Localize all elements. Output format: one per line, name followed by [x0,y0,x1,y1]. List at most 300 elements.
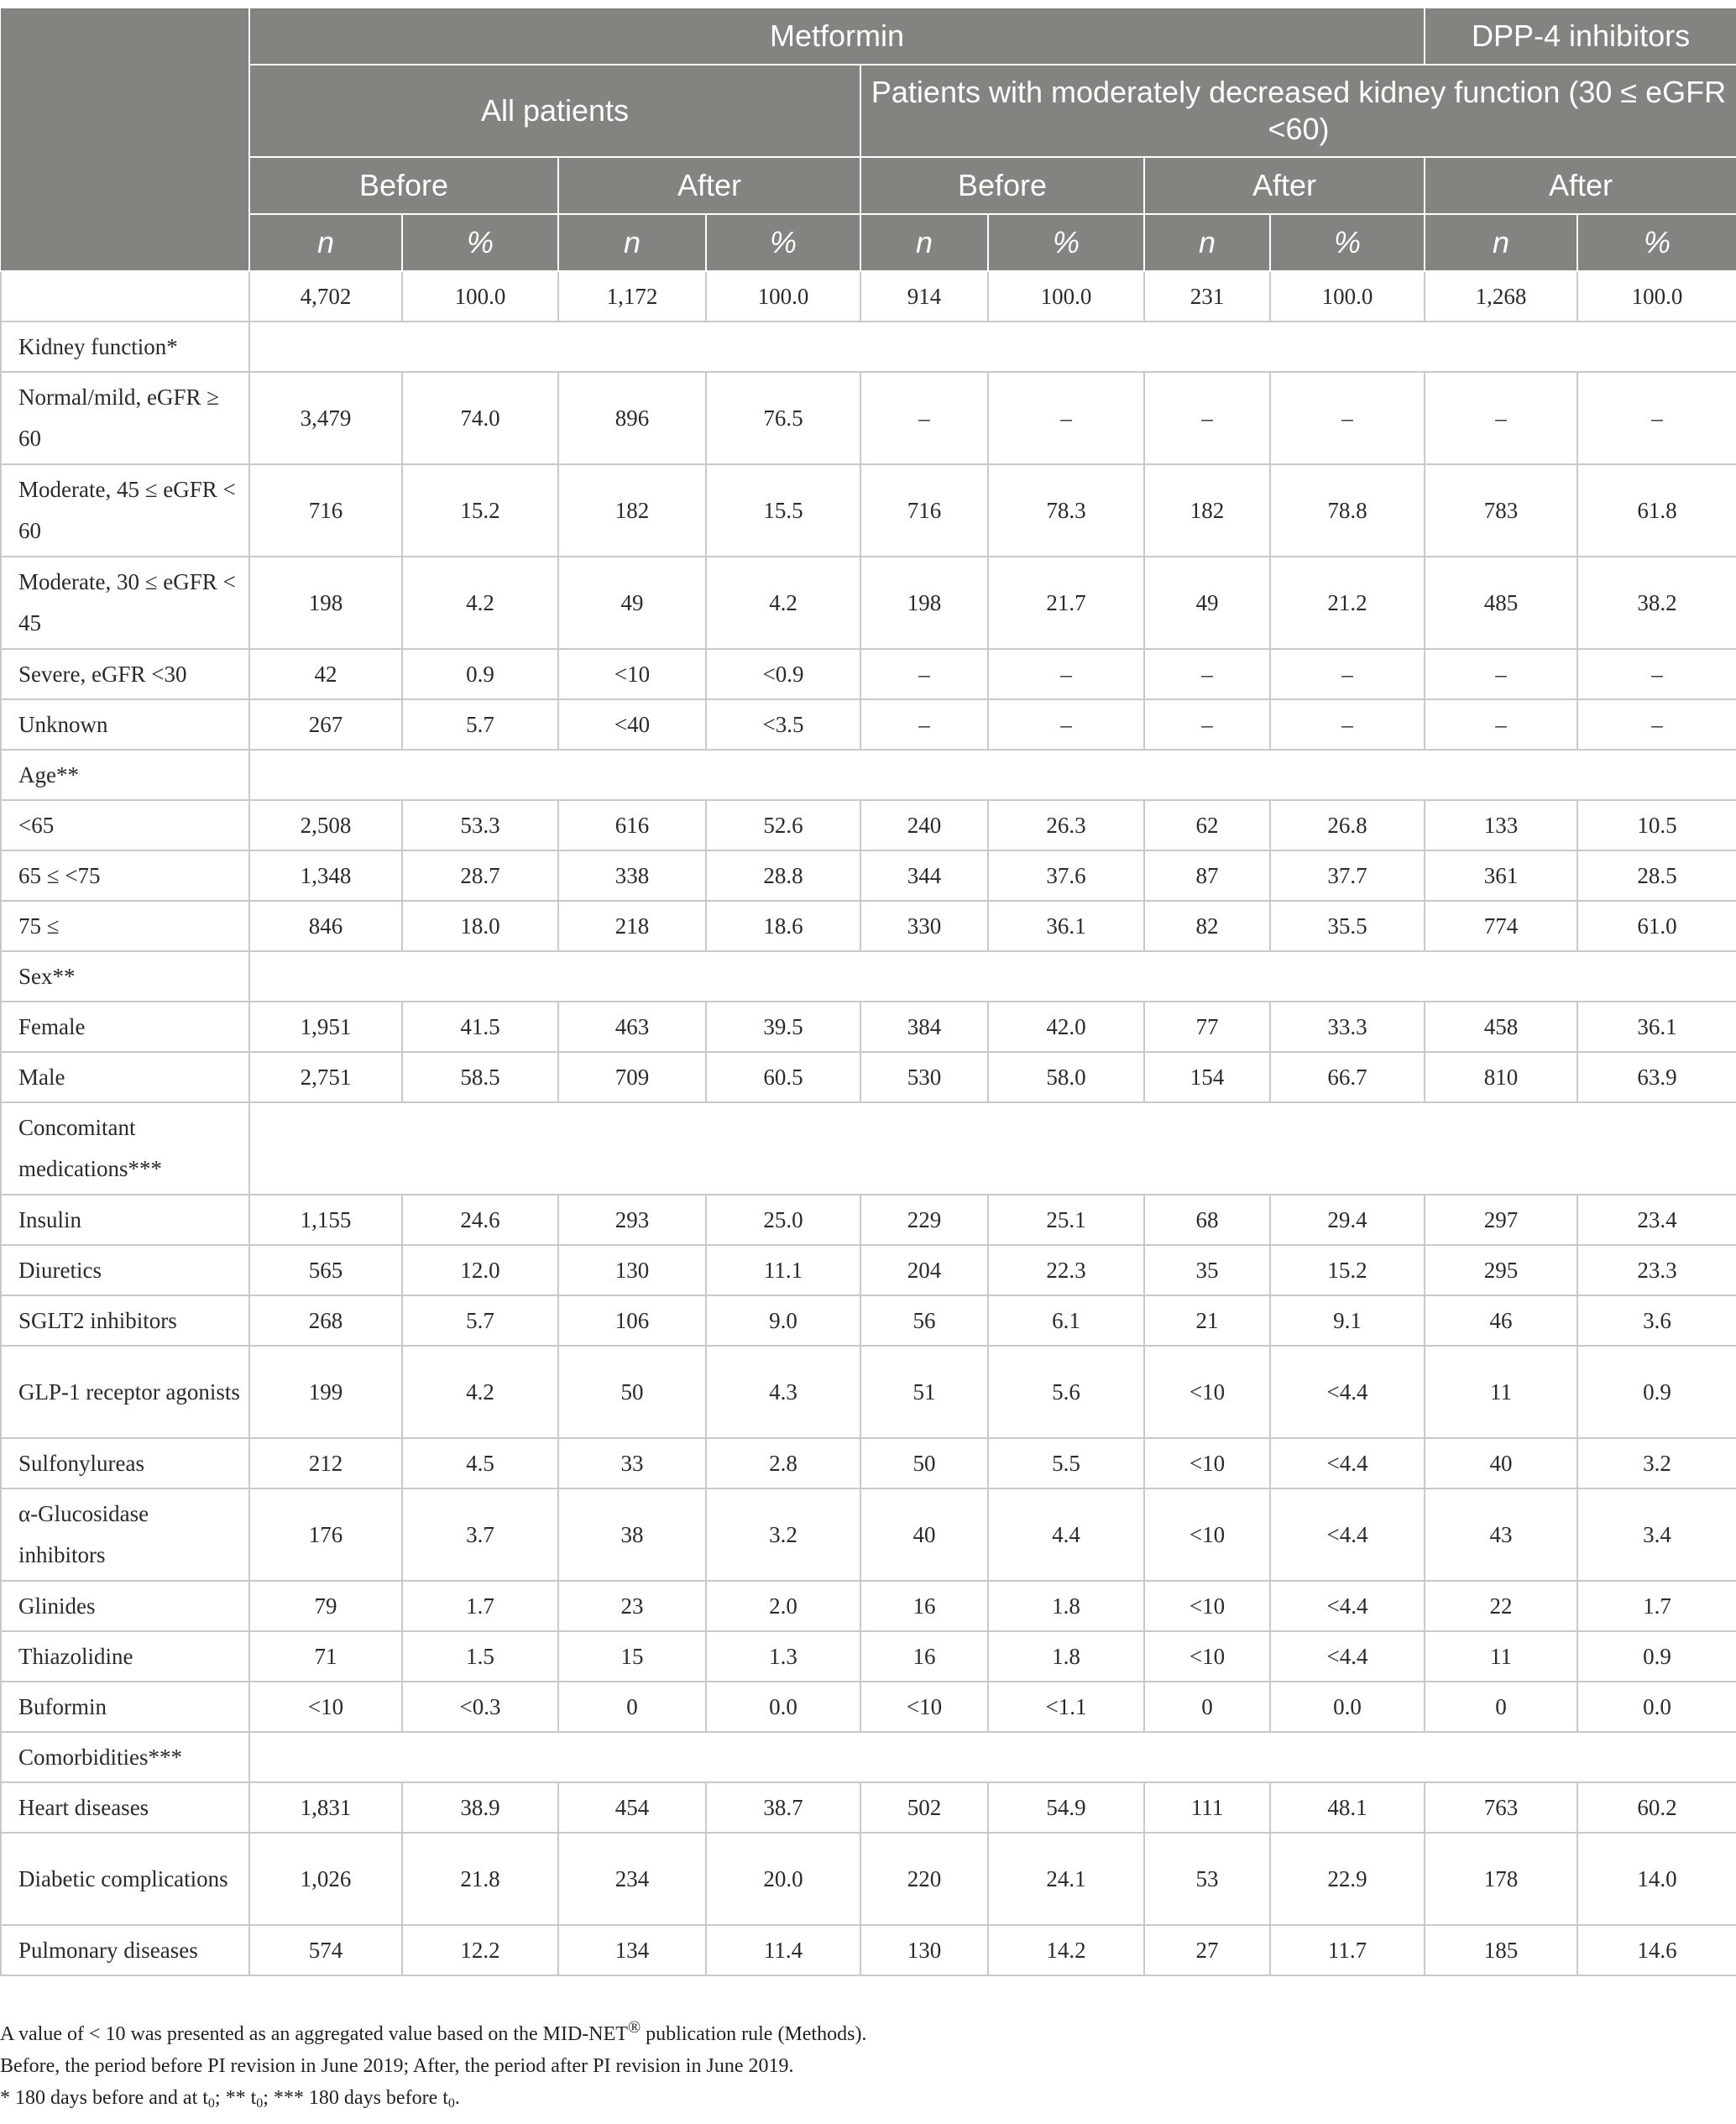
header-dpp4-after: After [1425,157,1736,214]
cell-count: 134 [558,1925,706,1975]
table-row [1,1195,1736,1245]
cell-count: 2,508 [249,800,402,850]
cell-count: 361 [1425,850,1577,901]
cell-percent: 23.4 [1577,1195,1736,1245]
cell-percent: 100.0 [1577,271,1736,322]
header-metformin: Metformin [249,8,1425,65]
cell-count: 106 [558,1295,706,1346]
cell-count: – [1144,699,1270,750]
cell-percent: 14.6 [1577,1925,1736,1975]
cell-percent: 1.3 [706,1631,860,1682]
cell-count: 4,702 [249,271,402,322]
cell-percent: 1.5 [402,1631,558,1682]
row-label: α-Glucosidase inhibitors [1,1488,249,1581]
header-n: n [1425,214,1577,271]
cell-count: 198 [249,557,402,649]
cell-percent: 11.7 [1270,1925,1425,1975]
cell-percent: 4.5 [402,1438,558,1488]
cell-percent: 33.3 [1270,1002,1425,1052]
cell-percent: – [1577,699,1736,750]
cell-percent: 53.3 [402,800,558,850]
cell-count: 344 [860,850,988,901]
cell-percent: 11.1 [706,1245,860,1295]
cell-percent: 1.7 [402,1581,558,1631]
row-label: Buformin [1,1682,249,1732]
header-n: n [1144,214,1270,271]
cell-percent: 38.7 [706,1782,860,1833]
cell-count: 2,751 [249,1052,402,1102]
section-label: Sex** [1,951,249,1002]
cell-percent: 24.6 [402,1195,558,1245]
cell-percent: 54.9 [988,1782,1144,1833]
cell-percent: 58.5 [402,1052,558,1102]
cell-count: 709 [558,1052,706,1102]
cell-count: 268 [249,1295,402,1346]
cell-percent: <3.5 [706,699,860,750]
table-row [1,1052,1736,1102]
cell-count: 185 [1425,1925,1577,1975]
table-row [1,464,1736,557]
cell-percent: 78.3 [988,464,1144,557]
cell-percent: 1.8 [988,1581,1144,1631]
cell-count: 130 [860,1925,988,1975]
cell-percent: 2.0 [706,1581,860,1631]
cell-count: <10 [1144,1581,1270,1631]
table-section-row [1,951,1736,1002]
cell-count: – [1425,649,1577,699]
cell-count: 454 [558,1782,706,1833]
cell-percent: 38.9 [402,1782,558,1833]
registered-mark: ® [627,2018,641,2037]
cell-percent: 38.2 [1577,557,1736,649]
table-row [1,1631,1736,1682]
row-label: Normal/mild, eGFR ≥ 60 [1,372,249,464]
cell-count: 11 [1425,1631,1577,1682]
row-label: Sulfonylureas [1,1438,249,1488]
section-label: Age** [1,750,249,800]
cell-count: 133 [1425,800,1577,850]
cell-percent: 1.8 [988,1631,1144,1682]
row-label: Thiazolidine [1,1631,249,1682]
table-row [1,1245,1736,1295]
cell-percent: 23.3 [1577,1245,1736,1295]
cell-count: 204 [860,1245,988,1295]
cell-count: 176 [249,1488,402,1581]
cell-count: 783 [1425,464,1577,557]
cell-percent: – [1270,699,1425,750]
table-row [1,850,1736,901]
cell-percent: – [1270,372,1425,464]
header-dpp4: DPP-4 inhibitors [1425,8,1736,65]
row-label: Moderate, 30 ≤ eGFR < 45 [1,557,249,649]
header-pct: % [706,214,860,271]
table-row [1,1682,1736,1732]
cell-percent: 41.5 [402,1002,558,1052]
cell-count: 267 [249,699,402,750]
cell-count: 218 [558,901,706,951]
footnote-aggregation: A value of < 10 was presented as an aggregated value based on the MID-NET® publication rule (Methods). [0,2018,867,2045]
row-label: Diabetic complications [1,1833,249,1925]
cell-percent: 14.2 [988,1925,1144,1975]
cell-count: 485 [1425,557,1577,649]
header-n: n [860,214,988,271]
cell-percent: 9.0 [706,1295,860,1346]
footnote-period-definition: Before, the period before PI revision in June 2019; After, the period after PI revision in June 2019. [0,2055,794,2077]
cell-count: 330 [860,901,988,951]
cell-percent: 4.3 [706,1346,860,1438]
cell-percent: <0.3 [402,1682,558,1732]
cell-count: – [1425,372,1577,464]
cell-percent: 4.2 [402,557,558,649]
cell-count: 384 [860,1002,988,1052]
cell-percent: 58.0 [988,1052,1144,1102]
cell-count: 27 [1144,1925,1270,1975]
cell-count: 0 [558,1682,706,1732]
cell-count: 574 [249,1925,402,1975]
cell-percent: 4.2 [706,557,860,649]
header-all-before: Before [249,157,558,214]
cell-percent: 4.4 [988,1488,1144,1581]
table-header [1,8,1736,271]
row-label: Male [1,1052,249,1102]
section-spacer [249,1732,1736,1782]
cell-percent: 29.4 [1270,1195,1425,1245]
section-spacer [249,750,1736,800]
cell-percent: 18.0 [402,901,558,951]
cell-count: 502 [860,1782,988,1833]
cell-count: 234 [558,1833,706,1925]
cell-count: 71 [249,1631,402,1682]
cell-percent: 10.5 [1577,800,1736,850]
table-footnotes [0,2018,1729,2114]
table-row [1,271,1736,322]
cell-percent: 48.1 [1270,1782,1425,1833]
table-row [1,699,1736,750]
cell-percent: – [1577,372,1736,464]
cell-count: 154 [1144,1052,1270,1102]
cell-count: 229 [860,1195,988,1245]
cell-count: 182 [1144,464,1270,557]
table-row [1,1002,1736,1052]
table-section-row [1,322,1736,372]
cell-percent: 42.0 [988,1002,1144,1052]
table-section-row [1,750,1736,800]
cell-count: 46 [1425,1295,1577,1346]
cell-count: 716 [860,464,988,557]
cell-percent: 28.5 [1577,850,1736,901]
cell-percent: 12.2 [402,1925,558,1975]
header-all-after: After [558,157,860,214]
cell-count: 15 [558,1631,706,1682]
cell-percent: 37.7 [1270,850,1425,901]
cell-count: – [1144,372,1270,464]
cell-count: <10 [1144,1488,1270,1581]
table-row [1,1581,1736,1631]
cell-percent: 26.8 [1270,800,1425,850]
cell-count: 1,172 [558,271,706,322]
cell-count: 293 [558,1195,706,1245]
cell-count: 846 [249,901,402,951]
cell-percent: 21.2 [1270,557,1425,649]
cell-percent: – [988,699,1144,750]
row-label: Diuretics [1,1245,249,1295]
cell-percent: 3.4 [1577,1488,1736,1581]
cell-count: 77 [1144,1002,1270,1052]
table-row [1,649,1736,699]
baseline-characteristics-table [0,7,1736,1976]
table-container [0,7,1736,1976]
header-n: n [558,214,706,271]
cell-percent: 3.2 [1577,1438,1736,1488]
cell-percent: 0.9 [1577,1631,1736,1682]
cell-percent: 20.0 [706,1833,860,1925]
cell-percent: 11.4 [706,1925,860,1975]
cell-percent: 21.7 [988,557,1144,649]
cell-percent: 100.0 [1270,271,1425,322]
cell-percent: 39.5 [706,1002,860,1052]
cell-percent: 63.9 [1577,1052,1736,1102]
cell-percent: 36.1 [988,901,1144,951]
cell-count: 1,951 [249,1002,402,1052]
cell-percent: 66.7 [1270,1052,1425,1102]
cell-count: 62 [1144,800,1270,850]
row-label: Insulin [1,1195,249,1245]
cell-count: 40 [1425,1438,1577,1488]
cell-count: 198 [860,557,988,649]
cell-count: 220 [860,1833,988,1925]
cell-count: 212 [249,1438,402,1488]
cell-percent: 100.0 [706,271,860,322]
cell-count: 1,026 [249,1833,402,1925]
cell-count: 1,831 [249,1782,402,1833]
cell-percent: 3.2 [706,1488,860,1581]
section-label: Concomitant medications*** [1,1102,249,1195]
cell-count: 40 [860,1488,988,1581]
cell-percent: 26.3 [988,800,1144,850]
cell-percent: 22.3 [988,1245,1144,1295]
cell-count: 42 [249,649,402,699]
cell-percent: 28.8 [706,850,860,901]
cell-count: 458 [1425,1002,1577,1052]
row-label: 65 ≤ <75 [1,850,249,901]
cell-count: 774 [1425,901,1577,951]
cell-count: 11 [1425,1346,1577,1438]
cell-count: 565 [249,1245,402,1295]
cell-percent: – [988,649,1144,699]
cell-percent: 22.9 [1270,1833,1425,1925]
cell-count: – [860,372,988,464]
cell-count: 38 [558,1488,706,1581]
cell-count: 35 [1144,1245,1270,1295]
cell-percent: 15.2 [402,464,558,557]
cell-percent: 36.1 [1577,1002,1736,1052]
cell-percent: <4.4 [1270,1581,1425,1631]
cell-count: <10 [860,1682,988,1732]
section-label: Kidney function* [1,322,249,372]
cell-percent: 61.8 [1577,464,1736,557]
cell-percent: 78.8 [1270,464,1425,557]
header-pct: % [1270,214,1425,271]
cell-count: 43 [1425,1488,1577,1581]
cell-count: 51 [860,1346,988,1438]
cell-percent: 0.0 [1270,1682,1425,1732]
row-label: GLP-1 receptor agonists [1,1346,249,1438]
cell-percent: <4.4 [1270,1488,1425,1581]
cell-percent: <0.9 [706,649,860,699]
cell-count: 338 [558,850,706,901]
cell-percent: <4.4 [1270,1438,1425,1488]
cell-percent: 25.1 [988,1195,1144,1245]
cell-percent: 28.7 [402,850,558,901]
cell-count: 130 [558,1245,706,1295]
cell-count: 182 [558,464,706,557]
cell-percent: <4.4 [1270,1346,1425,1438]
row-label: Glinides [1,1581,249,1631]
cell-percent: 4.2 [402,1346,558,1438]
cell-percent: 15.2 [1270,1245,1425,1295]
header-pct: % [988,214,1144,271]
section-spacer [249,1102,1736,1195]
cell-percent: <4.4 [1270,1631,1425,1682]
row-label: Moderate, 45 ≤ eGFR < 60 [1,464,249,557]
cell-percent: 14.0 [1577,1833,1736,1925]
cell-count: 53 [1144,1833,1270,1925]
table-row [1,1295,1736,1346]
cell-count: 3,479 [249,372,402,464]
table-row [1,901,1736,951]
cell-percent: 35.5 [1270,901,1425,951]
cell-count: 50 [860,1438,988,1488]
cell-percent: <1.1 [988,1682,1144,1732]
cell-count: – [1144,649,1270,699]
cell-percent: 1.7 [1577,1581,1736,1631]
section-spacer [249,951,1736,1002]
cell-count: 240 [860,800,988,850]
cell-count: 21 [1144,1295,1270,1346]
cell-count: – [1425,699,1577,750]
cell-percent: – [1270,649,1425,699]
table-section-row [1,1732,1736,1782]
row-label: Heart diseases [1,1782,249,1833]
header-moderate-after: After [1144,157,1425,214]
cell-percent: 60.2 [1577,1782,1736,1833]
cell-count: 23 [558,1581,706,1631]
cell-count: 82 [1144,901,1270,951]
cell-percent: 0.0 [1577,1682,1736,1732]
cell-count: 111 [1144,1782,1270,1833]
cell-count: 616 [558,800,706,850]
cell-count: 49 [558,557,706,649]
header-pct: % [1577,214,1736,271]
cell-percent: 25.0 [706,1195,860,1245]
cell-percent: 100.0 [988,271,1144,322]
cell-count: 295 [1425,1245,1577,1295]
cell-percent: 60.5 [706,1052,860,1102]
cell-percent: 74.0 [402,372,558,464]
table-row [1,1925,1736,1975]
cell-count: 68 [1144,1195,1270,1245]
header-moderate-before: Before [860,157,1144,214]
cell-count: – [860,649,988,699]
cell-count: 231 [1144,271,1270,322]
header-all-patients: All patients [249,65,860,157]
row-label: Unknown [1,699,249,750]
row-label: SGLT2 inhibitors [1,1295,249,1346]
cell-count: 716 [249,464,402,557]
cell-count: 1,348 [249,850,402,901]
cell-percent: 5.7 [402,699,558,750]
cell-count: 33 [558,1438,706,1488]
cell-percent: 5.5 [988,1438,1144,1488]
cell-percent: 0.0 [706,1682,860,1732]
cell-count: 463 [558,1002,706,1052]
row-label: Female [1,1002,249,1052]
cell-count: 1,155 [249,1195,402,1245]
cell-count: – [860,699,988,750]
cell-count: 810 [1425,1052,1577,1102]
header-moderate-kidney: Patients with moderately decreased kidney function (30 ≤ eGFR <60) [860,65,1736,157]
row-label: <65 [1,800,249,850]
cell-percent: 3.7 [402,1488,558,1581]
cell-percent: 2.8 [706,1438,860,1488]
header-n: n [249,214,402,271]
cell-percent: – [988,372,1144,464]
table-section-row [1,1102,1736,1195]
cell-percent: 100.0 [402,271,558,322]
cell-count: 16 [860,1631,988,1682]
cell-count: 297 [1425,1195,1577,1245]
table-row [1,1833,1736,1925]
cell-count: 1,268 [1425,271,1577,322]
table-row [1,1488,1736,1581]
cell-percent: 5.7 [402,1295,558,1346]
header-corner [1,8,249,271]
cell-count: 763 [1425,1782,1577,1833]
cell-count: <10 [1144,1438,1270,1488]
row-label [1,271,249,322]
cell-percent: 24.1 [988,1833,1144,1925]
cell-percent: 5.6 [988,1346,1144,1438]
cell-count: 79 [249,1581,402,1631]
table-row [1,800,1736,850]
cell-count: 50 [558,1346,706,1438]
cell-percent: 61.0 [1577,901,1736,951]
cell-count: <10 [1144,1346,1270,1438]
cell-percent: 76.5 [706,372,860,464]
cell-percent: 0.9 [1577,1346,1736,1438]
cell-count: 530 [860,1052,988,1102]
section-spacer [249,322,1736,372]
cell-percent: 21.8 [402,1833,558,1925]
section-label: Comorbidities*** [1,1732,249,1782]
cell-count: <10 [249,1682,402,1732]
cell-percent: 9.1 [1270,1295,1425,1346]
cell-percent: 37.6 [988,850,1144,901]
cell-percent: 3.6 [1577,1295,1736,1346]
cell-percent: 18.6 [706,901,860,951]
cell-count: <40 [558,699,706,750]
cell-count: <10 [558,649,706,699]
cell-percent: – [1577,649,1736,699]
cell-percent: 6.1 [988,1295,1144,1346]
cell-count: 87 [1144,850,1270,901]
cell-count: 199 [249,1346,402,1438]
table-row [1,1346,1736,1438]
table-row [1,1438,1736,1488]
row-label: 75 ≤ [1,901,249,951]
table-row [1,557,1736,649]
cell-count: 0 [1425,1682,1577,1732]
